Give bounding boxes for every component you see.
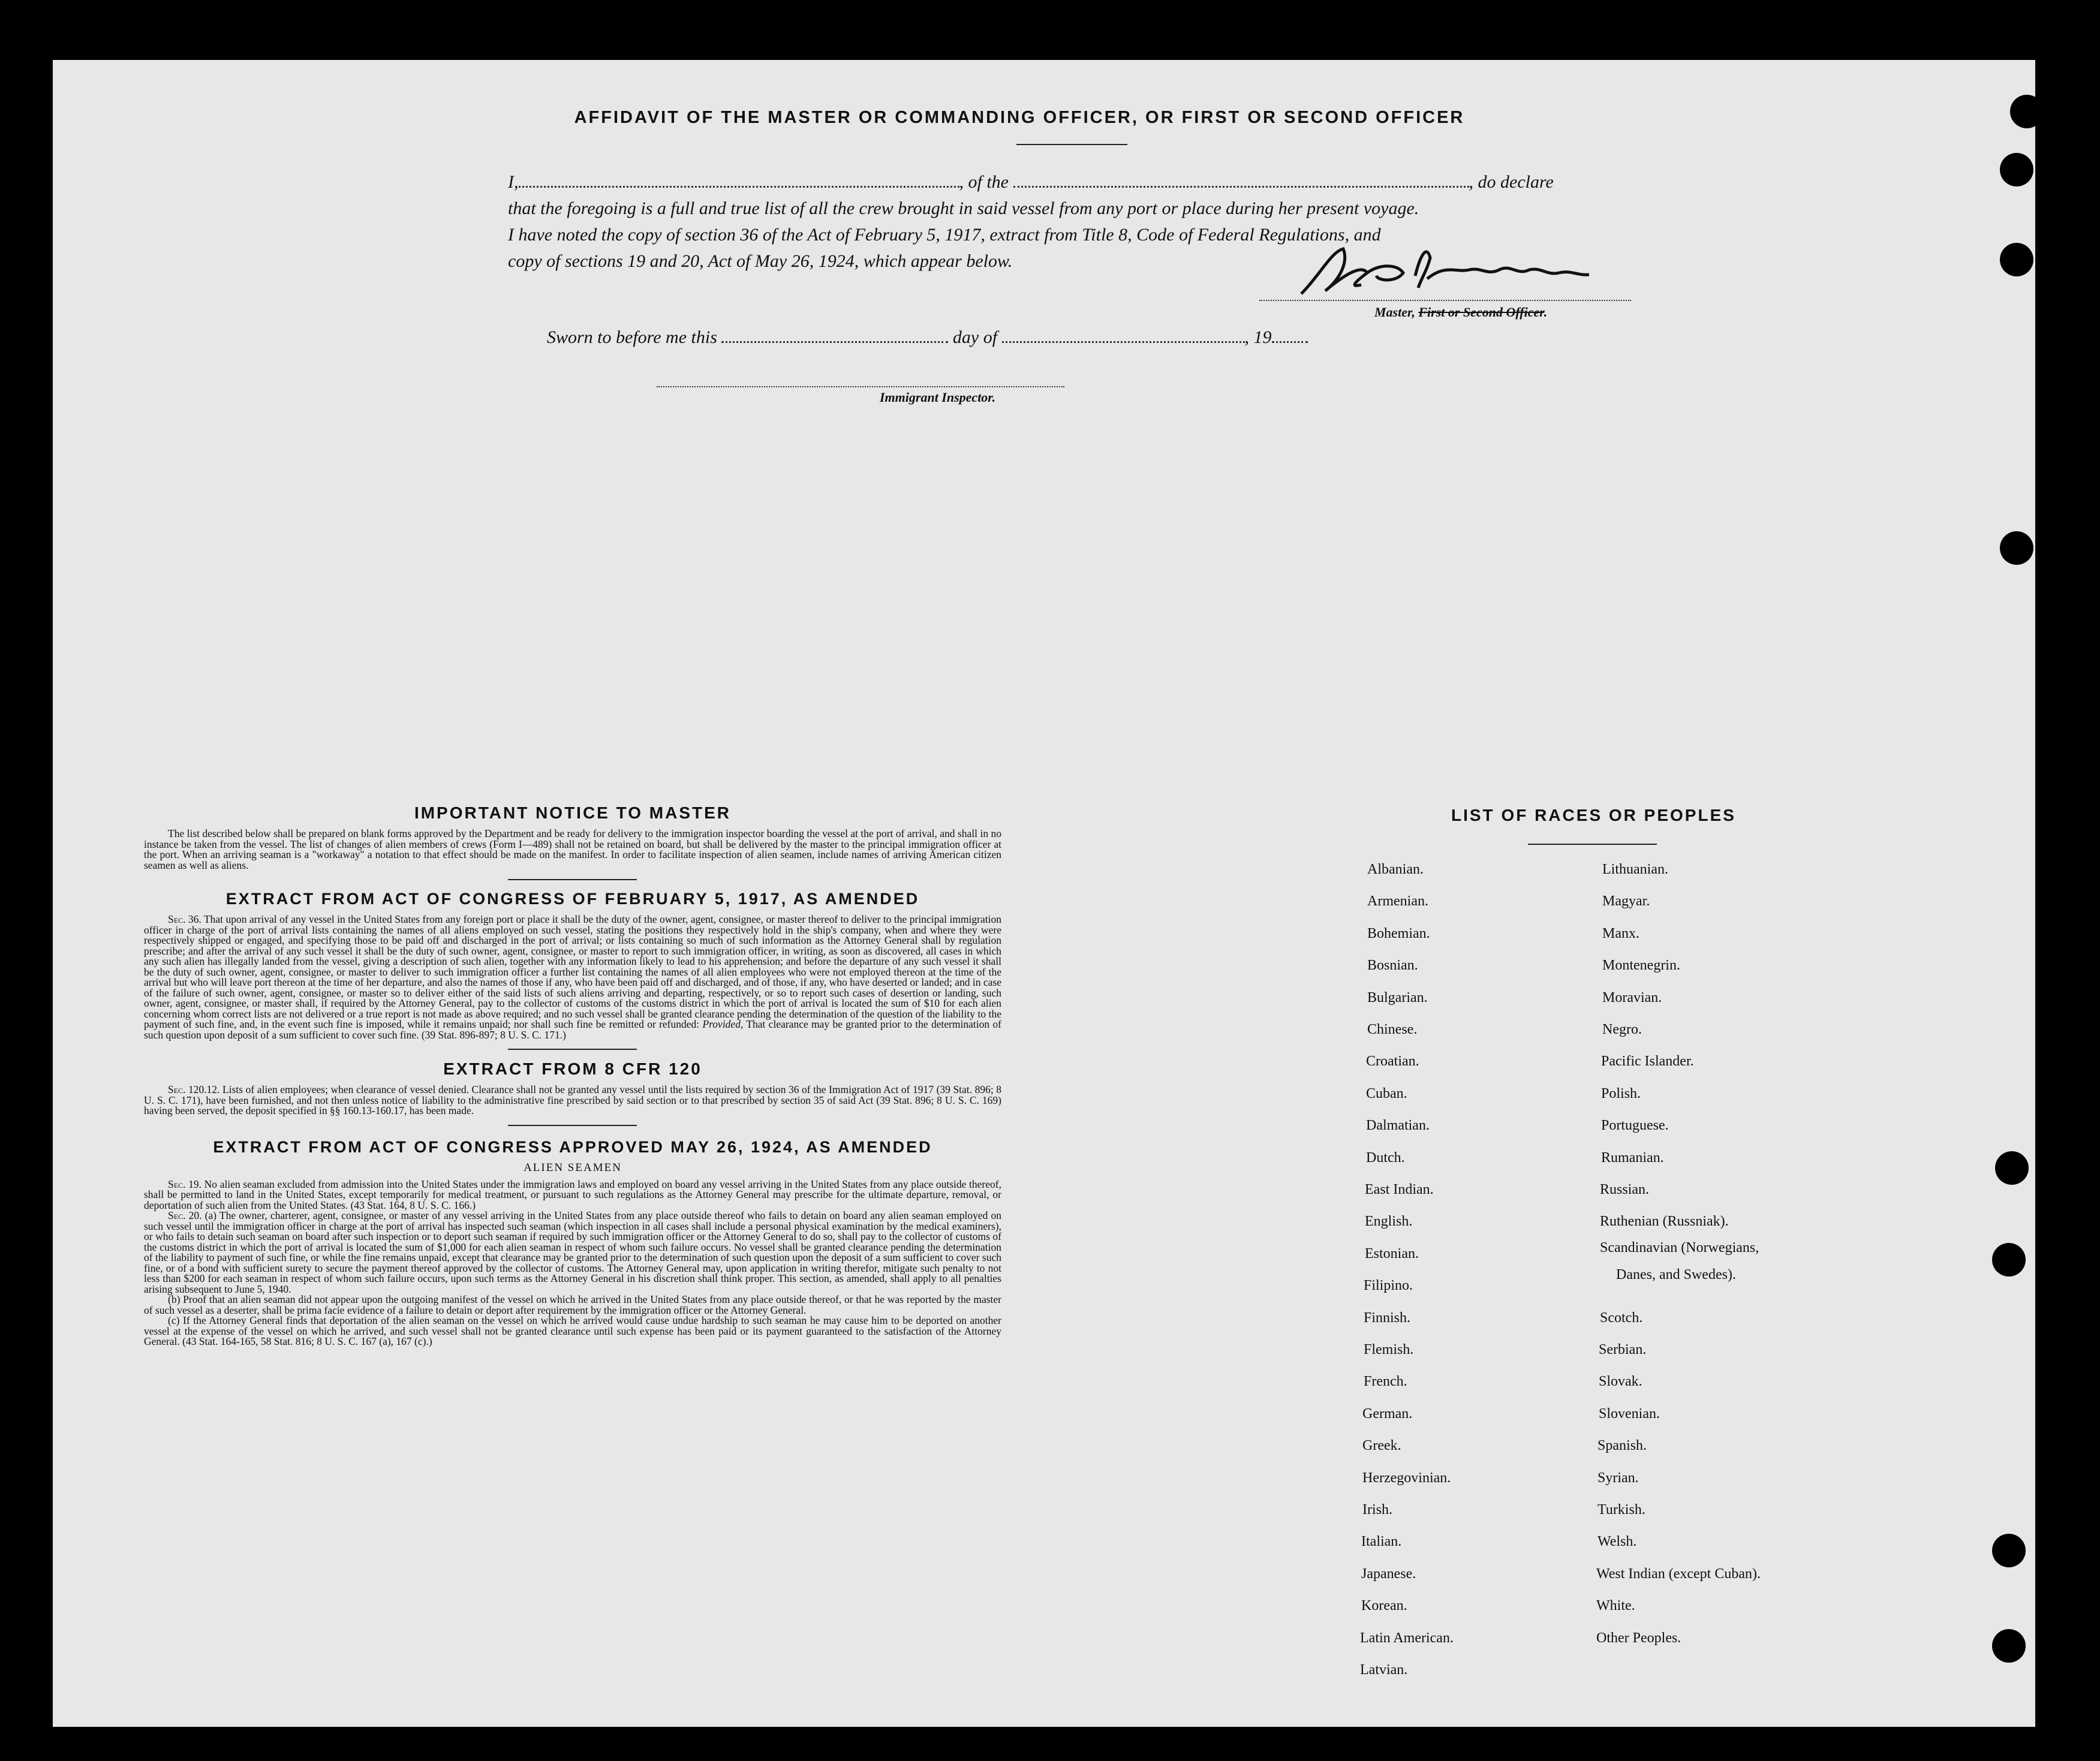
race-item: Latin American. (1360, 1630, 1454, 1646)
name-blank[interactable] (519, 171, 959, 188)
race-item: West Indian (except Cuban). (1596, 1566, 1761, 1582)
sec20a-text: (a) The owner, charterer, agent, consignee, or master of any vessel arriving in the United States from any place outside thereof who fails to detain on board any alien seaman employed on such vessel until the immigration officer in charge at the port of arrival has inspected such seaman (which inspection in all cases shall include a personal physical examination by the medical examiners), or who fails to detain such seaman on board after such inspection or to deport such seaman if required by such immigration officer or the Attorney General to do so, shall pay to the collector of customs of the customs district in which the port of arrival is located the sum of $1,000 for each alien seaman in respect of whom such failure occurs. No vessel shall be granted clearance pending the determination of the liability to payment of such fine, or while the fine remains unpaid, except that clearance may be granted prior to the determination of such question upon the deposit of a sum sufficient to cover such fine, or of a bond with sufficient surety to secure the payment thereof approved by the collector of customs. The Attorney General may, upon application in writing therefor, mitigate such penalty to not less than $200 for each seaman in respect of whom such failure occurs, upon such terms as the Attorney General in his discretion shall think proper. This section, as amended, shall apply to all penalties arising subsequent to June 5, 1940. (144, 1209, 1001, 1295)
extract-cfr-title: EXTRACT FROM 8 CFR 120 (443, 1059, 702, 1078)
notice-column (144, 803, 1001, 1347)
struck-officer: First or Second Officer (1418, 305, 1544, 320)
master-word: Master, (1374, 305, 1415, 320)
race-item: Turkish. (1597, 1502, 1645, 1518)
master-label (1374, 305, 1547, 320)
race-item: Polish. (1601, 1085, 1641, 1101)
races-divider (1528, 844, 1657, 845)
sec120-label: Sec. 120.12. (168, 1083, 220, 1095)
extract-cfr-divider (508, 1125, 637, 1126)
race-item: Croatian. (1366, 1053, 1419, 1070)
race-item: Estonian. (1365, 1245, 1419, 1262)
race-item: Welsh. (1597, 1534, 1637, 1550)
affidavit-line-4: copy of sections 19 and 20, Act of May 26, 1924, which appear below. (508, 251, 1013, 271)
race-item: Irish. (1362, 1502, 1392, 1518)
sworn-line (547, 327, 1308, 348)
binder-hole (2000, 243, 2033, 276)
race-item: Chinese. (1367, 1022, 1418, 1037)
race-item: Spanish. (1597, 1438, 1647, 1454)
sec120-text: Lists of alien employees; when clearance of vessel denied. Clearance shall not be granted any vessel until the lists required by section 36 of the Immigration Act of 1917 (39 Stat. 896; 8 U. S. C. 171), have been furnished, and not then unless notice of liability to the administrative fine prescribed by said section or to that prescribed by section 35 of said Act (39 Stat. 896; 8 U. S. C. 169) having been served, the deposit specified in §§ 160.13-160.17, has been made. (144, 1083, 1001, 1116)
race-item: Filipino. (1364, 1278, 1413, 1294)
race-item: Russian. (1600, 1182, 1650, 1197)
binder-hole (1992, 1629, 2026, 1663)
race-item: Japanese. (1361, 1566, 1416, 1582)
race-item: Dalmatian. (1366, 1118, 1430, 1134)
extract-1924-title: EXTRACT FROM ACT OF CONGRESS APPROVED MAY 26, 1924, AS AMENDED (213, 1137, 932, 1156)
race-item: Manx. (1602, 925, 1639, 941)
day-blank[interactable] (721, 327, 948, 343)
sec19-label: Sec. 19. (168, 1178, 201, 1190)
race-item: Magyar. (1602, 893, 1650, 910)
race-item: Slovenian. (1599, 1405, 1660, 1422)
race-item: Korean. (1361, 1598, 1407, 1614)
sec20c-paragraph: (c) If the Attorney General finds that deportation of the alien seaman on the vessel on which he arrived would cause undue hardship to such seaman he may cause him to be deported on another vessel at the expense of the vessel on which he arrived, and such vessel shall not be granted clearance until such expense has been paid or its payment guaranteed to the satisfaction of the Attorney General. (43 Stat. 164-165, 58 Stat. 816; 8 U. S. C. 167 (a), 167 (c).) (144, 1314, 1001, 1347)
race-item: Syrian. (1597, 1470, 1639, 1486)
race-item: East Indian. (1365, 1182, 1434, 1197)
race-item: French. (1364, 1374, 1407, 1390)
binder-hole (1995, 1151, 2029, 1185)
race-item: Montenegrin. (1602, 958, 1680, 974)
race-item: White. (1596, 1598, 1635, 1614)
affidavit-title: AFFIDAVIT OF THE MASTER OR COMMANDING OFFICER, OR FIRST OR SECOND OFFICER (574, 108, 1465, 127)
race-item: Slovak. (1599, 1374, 1642, 1390)
race-item: English. (1365, 1214, 1413, 1230)
notice-title: IMPORTANT NOTICE TO MASTER (414, 803, 732, 822)
race-item: Ruthenian (Russniak). (1600, 1214, 1729, 1230)
master-end: . (1544, 305, 1548, 320)
day-of-text: day of (952, 327, 998, 347)
sec19-text: No alien seaman excluded from admission into the United States under the immigration laws and employed on board any vessel arriving in the United States from any place outside thereof, shall be permitted to land in the United States, except temporarily for medical treatment, or pursuant to such regulations as the Attorney General may prescribe for the ultimate departure, removal, or deportation of such alien from the United States. (43 Stat. 164, 8 U. S. C. 166.) (144, 1178, 1001, 1211)
binder-hole (1992, 1534, 2026, 1567)
race-item: Finnish. (1364, 1310, 1411, 1326)
races-title: LIST OF RACES OR PEOPLES (1451, 806, 1736, 824)
sec36-text: That upon arrival of any vessel in the United States from any foreign port or place it shall be the duty of the owner, agent, consignee, or master thereof to deliver to the principal immigration officer in charge of the port of arrival lists containing the names of all aliens employed on such vessel, stating the positions they respectively hold in the ship's company, when and where they were respectively shipped or engaged, and specifying those to be paid off and discharged in the port of arrival; or lists containing so much of such information as the Attorney General shall by regulation prescribe; and after the arrival of any such vessel it shall be the duty of such owner, agent, consignee, or master to report to such immigration officer, in writing, as soon as discovered, all cases in which any such alien has illegally landed from the vessel, giving a description of such alien, together with any information likely to lead to his apprehension; and before the departure of any such vessel it shall be the duty of such owner, agent, consignee, or master to deliver to such immigration officer a further list containing the names of all alien employees who were not employed thereon at the time of the arrival but who will leave port thereon at the time of her departure, and also the names of those if any, who have been paid off and discharged, and of those, if any, who have deserted or landed; and in case of the failure of such owner, agent, consignee, or master so to deliver either of the said lists of such aliens arriving and departing, respectively, or so to report such cases of desertion or landing, such owner, agent, consignee, or master shall, if required by the Attorney General, pay to the collector of customs of the customs district in which the port of arrival is located the sum of $10 for each alien concerning whom correct lists are not delivered or a true report is not made as above required; and no such vessel shall be granted clearance pending the determination of the question of the liability to the payment of such fine, and, in the event such fine is imposed, while it remains unpaid; nor shall such fine be remitted or refunded: (144, 913, 1001, 1030)
notice-paragraph: The list described below shall be prepared on blank forms approved by the Department and be ready for delivery to the immigration inspector boarding the vessel at the port of arrival, and shall in no instance be taken from the vessel. The list of changes of alien members of crews (Form I—489) shall not be retained on board, but shall be delivered by the master to the principal immigration officer at the port. When an arriving seaman is a "workaway" a notation to that effect should be made on the manifest. In order to facilitate inspection of alien seamen, include names of arriving American citizen seamen as well as aliens. (144, 827, 1001, 871)
inspector-label: Immigrant Inspector. (880, 390, 996, 405)
vessel-blank[interactable] (1013, 171, 1469, 188)
race-item: Bosnian. (1367, 958, 1418, 974)
race-item: Portuguese. (1601, 1118, 1669, 1134)
sec20b-paragraph: (b) Proof that an alien seaman did not appear upon the outgoing manifest of the vessel on which he arrived in the United States from any place outside thereof, or that he was reported by the master of such vessel as a deserter, shall be prima facie evidence of a failure to detain or deport after requirement by the immigration officer or the Attorney General. (144, 1293, 1001, 1316)
month-blank[interactable] (1002, 327, 1245, 343)
race-item: Bulgarian. (1367, 989, 1428, 1006)
extract-1924-text (144, 1179, 1001, 1347)
race-item: Bohemian. (1367, 925, 1430, 941)
race-item: Flemish. (1364, 1342, 1414, 1357)
affidavit-i: I, (508, 172, 519, 192)
race-item: Rumanian. (1601, 1149, 1664, 1166)
affidavit-line-3: I have noted the copy of section 36 of the Act of February 5, 1917, extract from Title 8, Code of Federal Regulations, and (508, 225, 1381, 245)
signature-line[interactable] (1259, 287, 1631, 301)
affidavit-declare: , do declare (1469, 172, 1554, 192)
provided-word: Provided, (702, 1018, 744, 1030)
extract-cfr-text (144, 1085, 1001, 1116)
sec19-paragraph (144, 1179, 1001, 1211)
race-item: Scandinavian (Norwegians, (1600, 1239, 1759, 1256)
race-item: Italian. (1361, 1534, 1402, 1550)
race-item: Other Peoples. (1596, 1630, 1681, 1646)
affidavit-of-the: , of the (959, 172, 1009, 192)
race-item: Scotch. (1600, 1310, 1643, 1326)
sec20-label: Sec. 20. (168, 1209, 202, 1221)
extract-1917-title: EXTRACT FROM ACT OF CONGRESS OF FEBRUARY 5, 1917, AS AMENDED (225, 890, 920, 908)
sec36-label: Sec. 36. (168, 913, 201, 925)
race-item-scandinavian-cont: Danes, and Swedes). (1616, 1267, 1736, 1283)
sec20-paragraph (144, 1211, 1001, 1295)
race-item: Negro. (1602, 1022, 1642, 1037)
race-item: Dutch. (1366, 1149, 1405, 1166)
sworn-text: Sworn to before me this (547, 327, 717, 347)
extract-1917-divider (508, 1049, 637, 1050)
sec36-paragraph (144, 914, 1001, 1040)
notice-text (144, 829, 1001, 871)
race-item: Greek. (1362, 1438, 1401, 1454)
title-divider (1016, 144, 1127, 145)
affidavit-line-1 (508, 169, 1635, 195)
race-item: Pacific Islander. (1601, 1053, 1694, 1070)
binder-hole (2000, 153, 2033, 186)
year-text: , 19 (1244, 327, 1272, 347)
sec120-paragraph (144, 1085, 1001, 1116)
affidavit-line-2: that the foregoing is a full and true list of all the crew brought in said vessel from any port or place during her present voyage. (508, 198, 1419, 218)
race-item: Serbian. (1599, 1342, 1647, 1357)
year-blank[interactable] (1272, 327, 1308, 343)
race-item: Herzegovinian. (1362, 1470, 1451, 1486)
race-item: Latvian. (1360, 1662, 1408, 1678)
binder-hole (1992, 1243, 2026, 1277)
notice-divider (508, 879, 637, 880)
race-item: Armenian. (1367, 893, 1428, 910)
inspector-line[interactable] (657, 373, 1064, 387)
race-item: Albanian. (1367, 862, 1424, 877)
race-item: Cuban. (1366, 1085, 1407, 1101)
extract-1917-text (144, 914, 1001, 1040)
race-item: German. (1362, 1405, 1413, 1422)
race-item: Lithuanian. (1602, 862, 1668, 877)
sec36-text-end: That clearance may be granted prior to the determination of such question upon deposit of a sum sufficient to cover such fine. (39 Stat. 896-897; 8 U. S. C. 171.) (144, 1018, 1002, 1041)
race-item: Moravian. (1602, 989, 1662, 1006)
alien-seamen-subtitle: ALIEN SEAMEN (524, 1161, 622, 1174)
binder-hole (2000, 531, 2033, 565)
